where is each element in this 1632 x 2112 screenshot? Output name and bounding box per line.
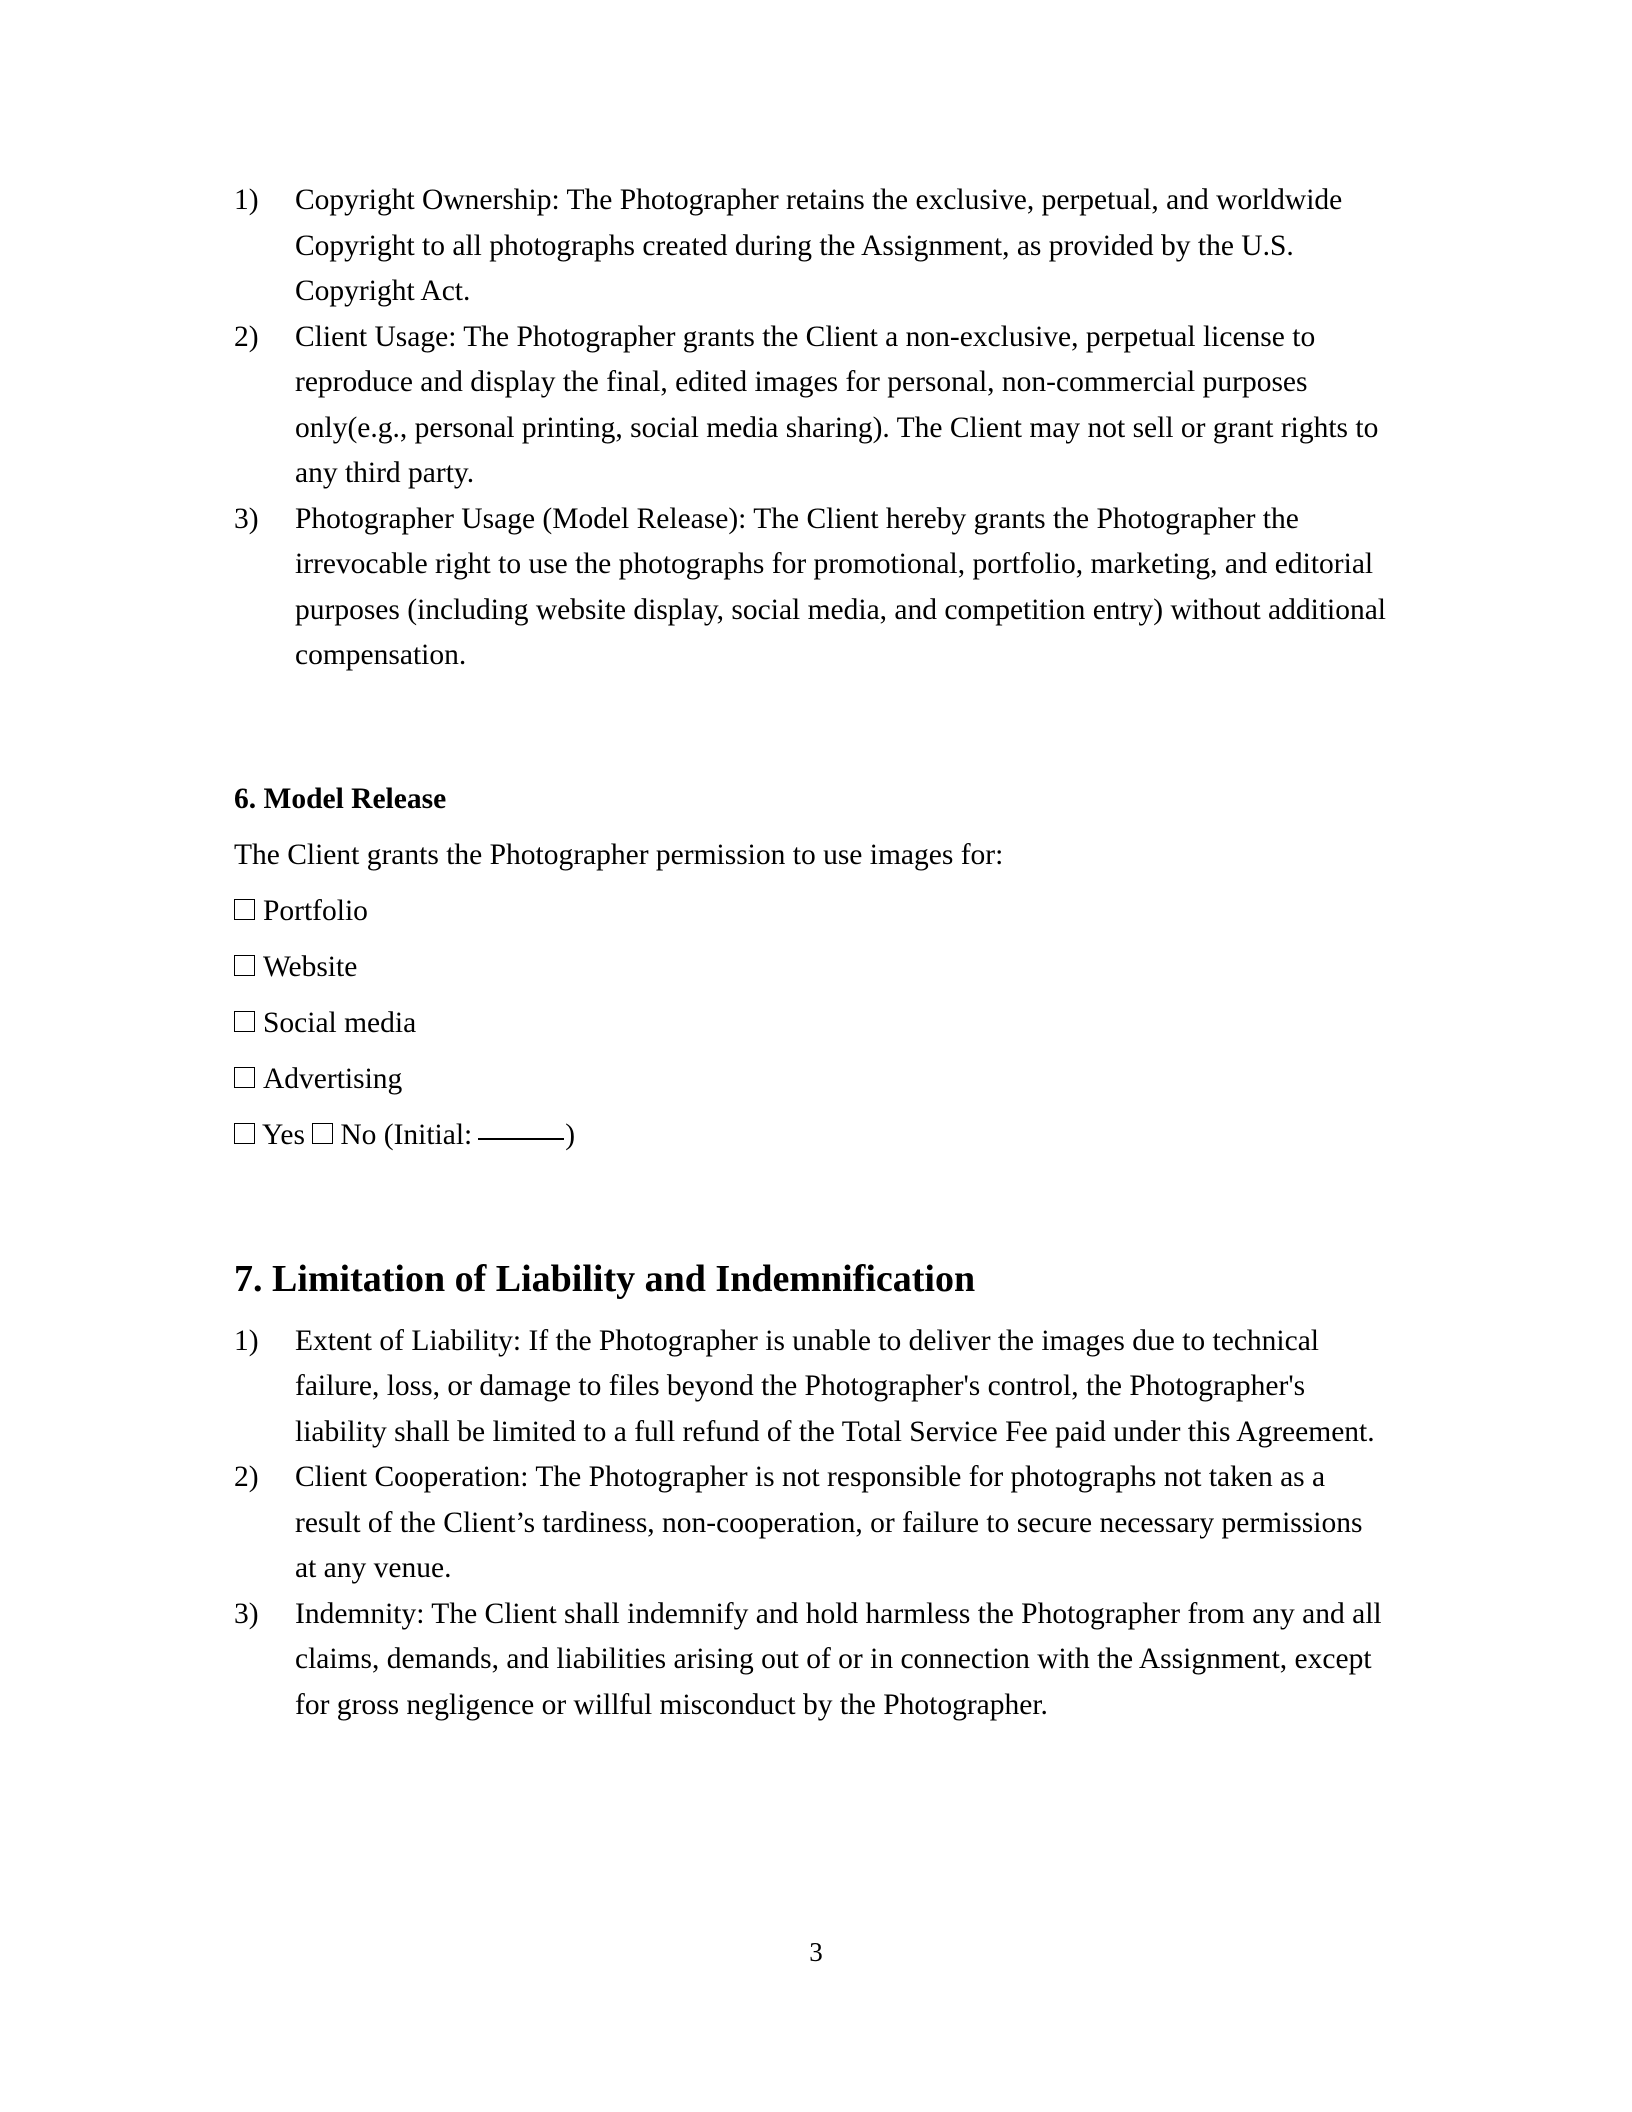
checkbox-icon[interactable] [234, 955, 255, 976]
checkbox-row-website[interactable] [234, 947, 1389, 987]
section-6-intro: The Client grants the Photographer permission to use images for: [234, 838, 1004, 871]
list-item [234, 1592, 1389, 1729]
spacer [234, 1155, 1389, 1255]
list-marker: 3) [234, 502, 259, 535]
list-item-text: Copyright Ownership: The Photographer retains the exclusive, perpetual, and worldwide Copyright to all photographs created during the Assignment, as provided by the U.S. Copyright Act. [295, 184, 1343, 307]
checkbox-label: Website [263, 950, 358, 983]
section-6-heading: 6. Model Release [234, 782, 447, 815]
page-number: 3 [809, 1937, 823, 1967]
list-marker: 1) [234, 184, 259, 216]
list-item-text: Client Cooperation: The Photographer is not responsible for photographs not taken as a result of the Client’s tardiness, non-cooperation, or failure to secure necessary permissions at any venue. [295, 1461, 1363, 1584]
consent-no-label: No [340, 1118, 377, 1151]
spacer [234, 819, 1389, 835]
list-item-text: Indemnity: The Client shall indemnify and hold harmless the Photographer from any and all claims, demands, and liabilities arising out of or in connection with the Assignment, except for gross negligence or willful misconduct by the Photographer. [295, 1597, 1382, 1721]
consent-space [305, 1119, 312, 1151]
consent-row[interactable] [234, 1115, 1389, 1155]
list-item-text: Photographer Usage (Model Release): The Client hereby grants the Photographer the irrevocable right to use the photographs for promotional, portfolio, marketing, and editorial purposes (including website display, social media, and competition entry) without additional compensation. [295, 502, 1386, 671]
list-marker: 3) [234, 1597, 259, 1630]
consent-space-2 [376, 1119, 383, 1151]
copyright-terms-list [234, 178, 1389, 679]
list-marker: 1) [234, 1324, 259, 1357]
list-marker: 2) [234, 320, 259, 353]
list-item-text: Client Usage: The Photographer grants the Client a non-exclusive, perpetual license to reproduce and display the final, edited images for personal, non-commercial purposes only(e.g., personal printing, social media sharing). The Client may not sell or grant rights to any third party. [295, 320, 1379, 489]
spacer [234, 1099, 1389, 1115]
checkbox-row-advertising[interactable] [234, 1059, 1389, 1099]
consent-yes-label: Yes [262, 1118, 305, 1151]
list-item [234, 315, 1389, 497]
checkbox-icon[interactable] [234, 1067, 255, 1088]
spacer [234, 1303, 1389, 1319]
spacer [234, 1043, 1389, 1059]
liability-terms-list [234, 1319, 1389, 1729]
list-item [234, 1455, 1389, 1592]
spacer [234, 931, 1389, 947]
spacer [234, 987, 1389, 1003]
checkbox-icon[interactable] [234, 899, 255, 920]
checkbox-icon-no[interactable] [312, 1123, 333, 1144]
initial-input-line[interactable] [478, 1137, 564, 1140]
checkbox-row-social-media[interactable] [234, 1003, 1389, 1043]
checkbox-row-portfolio[interactable] [234, 891, 1389, 931]
checkbox-icon-yes[interactable] [234, 1123, 255, 1144]
list-item-text: Extent of Liability: If the Photographer is unable to deliver the images due to technical failure, loss, or damage to files beyond the Photographer's control, the Photographer's liability shall be limited to a full refund of the Total Service Fee paid under this Agreement. [295, 1324, 1375, 1448]
list-item [234, 1319, 1389, 1456]
checkbox-label: Advertising [263, 1062, 403, 1095]
checkbox-label: Portfolio [263, 894, 368, 927]
section-7-heading: 7. Limitation of Liability and Indemnification [234, 1257, 976, 1300]
initial-prefix: (Initial: [383, 1118, 473, 1151]
list-item [234, 497, 1389, 679]
checkbox-icon[interactable] [234, 1011, 255, 1032]
checkbox-label: Social media [263, 1006, 417, 1039]
spacer [234, 875, 1389, 891]
initial-suffix: ) [565, 1118, 576, 1151]
list-marker: 2) [234, 1461, 259, 1493]
spacer [234, 679, 1389, 779]
list-item [234, 178, 1389, 315]
document-body [234, 178, 1389, 1728]
